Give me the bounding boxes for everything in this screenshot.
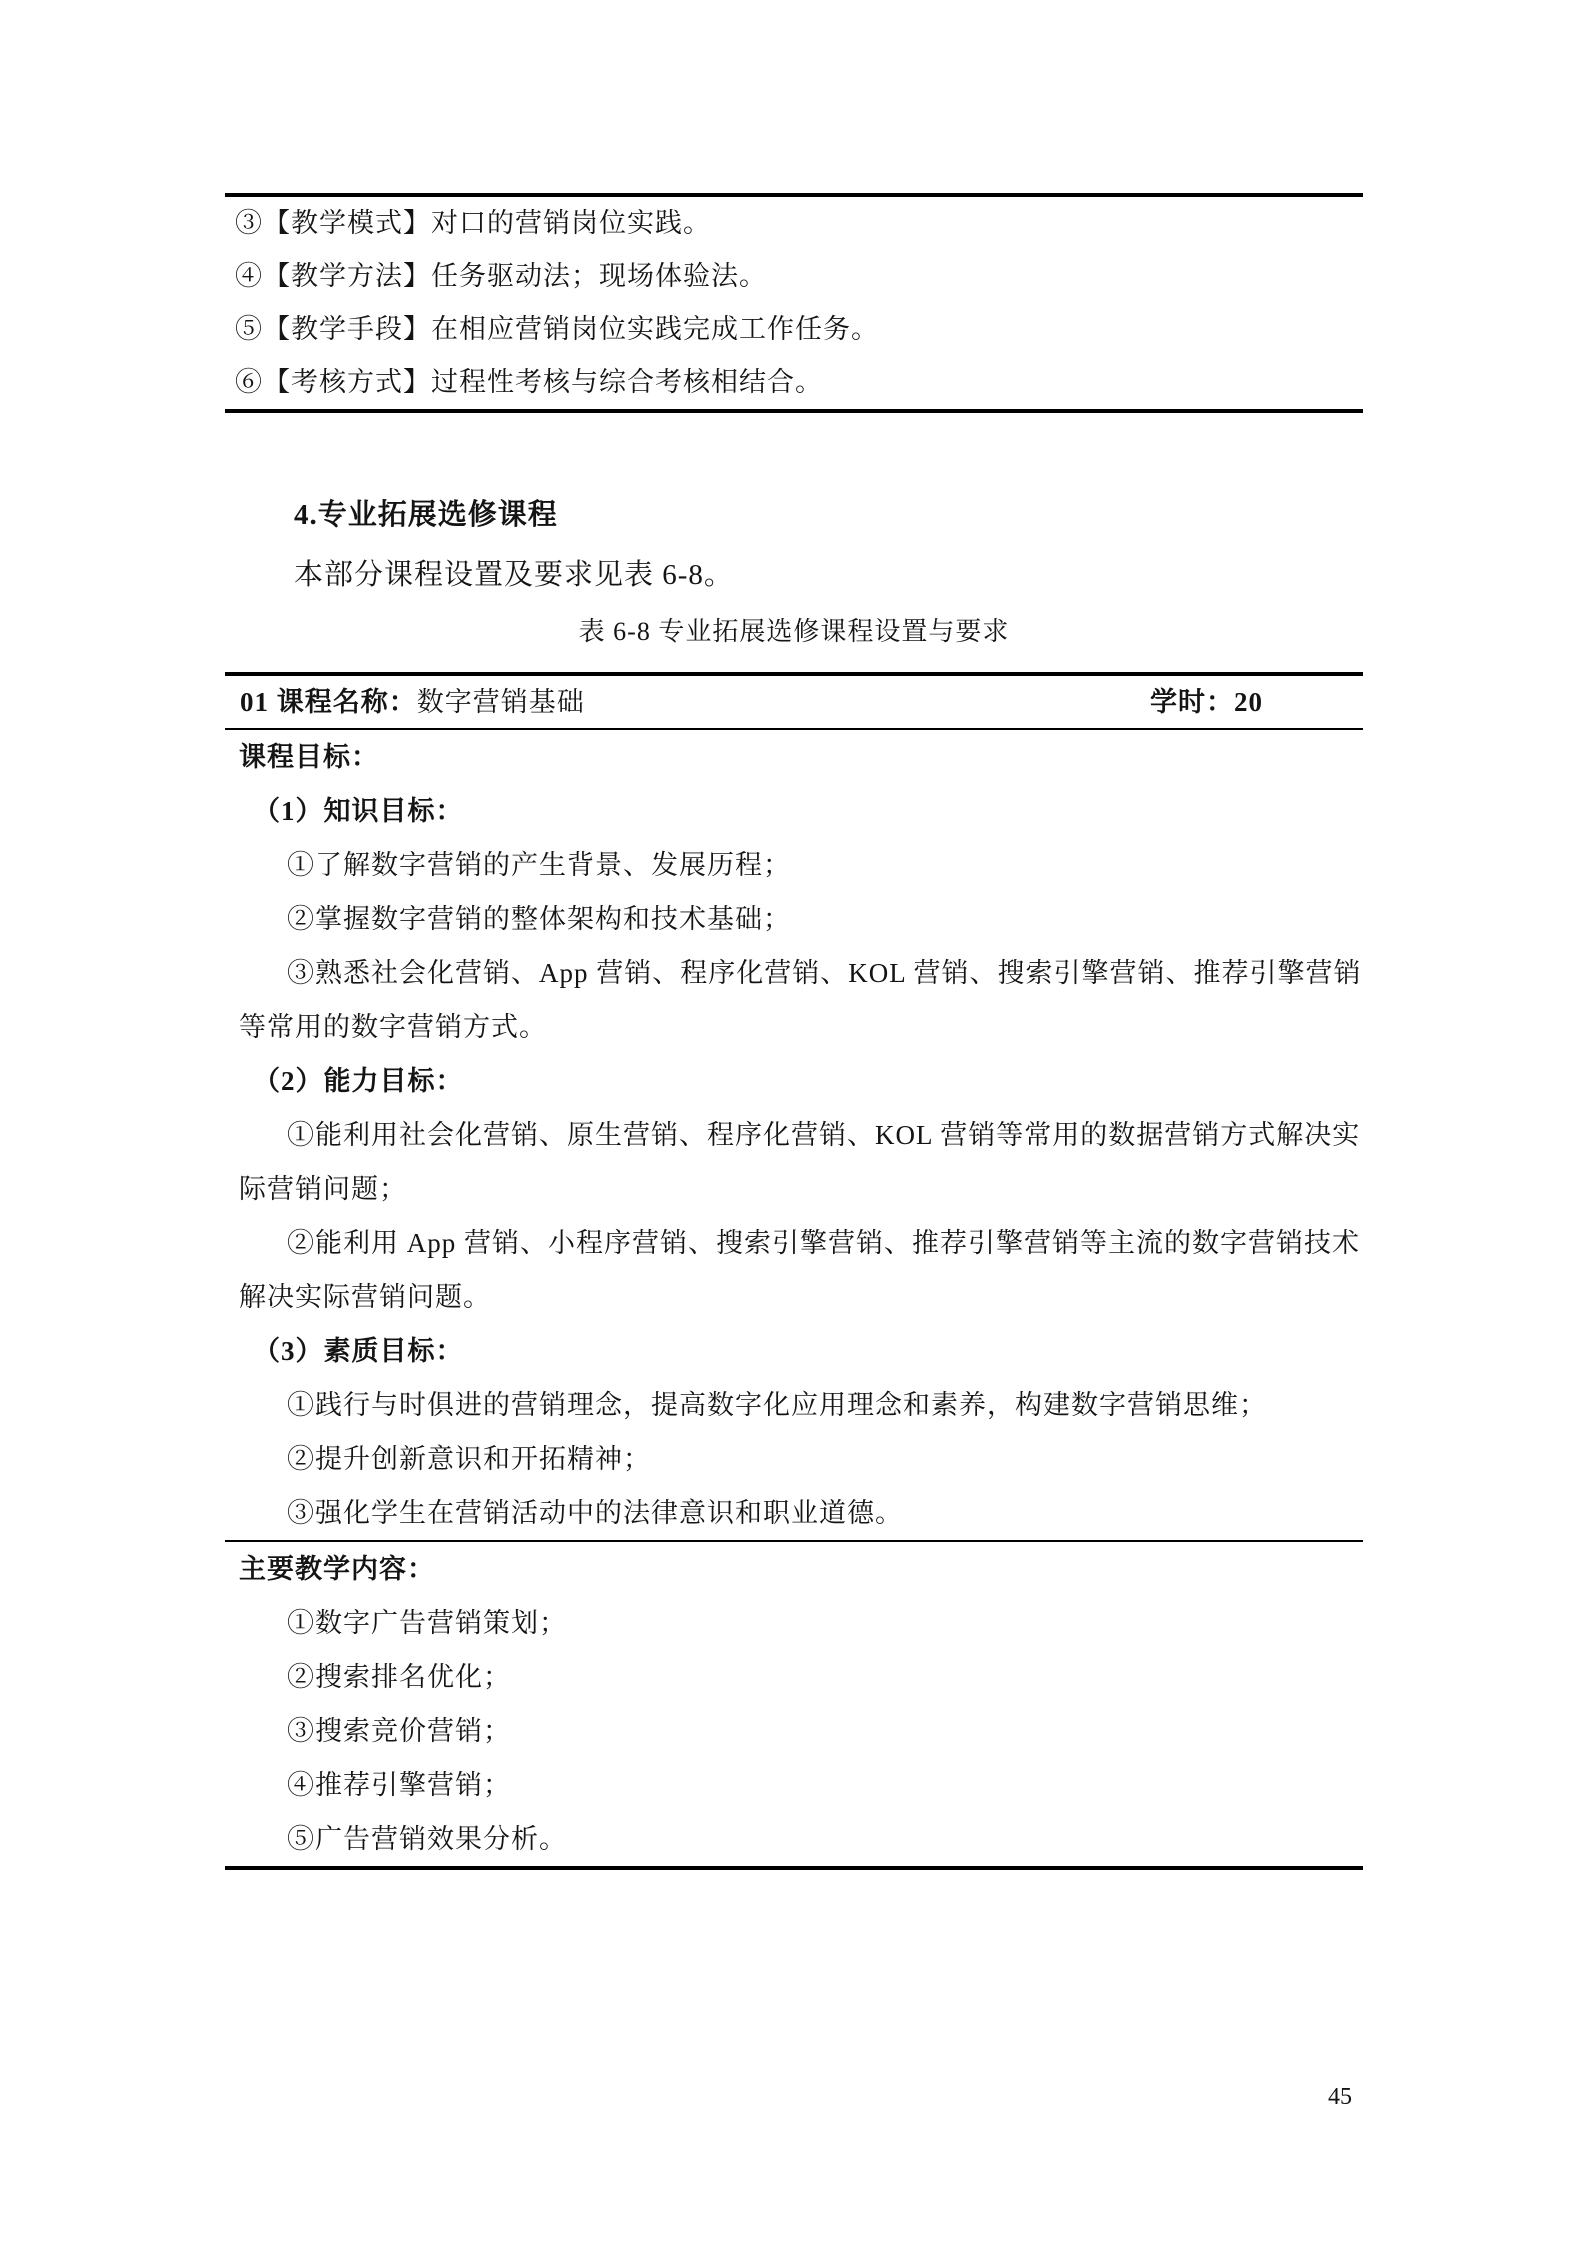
knowledge-objective-line: ①了解数字营销的产生背景、发展历程； [287,850,791,880]
course-table-bottom-rule [225,1866,1363,1870]
course-name-value: 数字营销基础 [416,687,585,717]
knowledge-objective-line: 等常用的数字营销方式。 [239,1012,547,1042]
teaching-content-line: ⑤广告营销效果分析。 [287,1824,567,1854]
assessment-line: ⑥【考核方式】过程性考核与综合考核相结合。 [235,367,823,397]
quality-objective-line: ②提升创新意识和开拓精神； [287,1444,651,1474]
table-caption: 表 6-8 专业拓展选修课程设置与要求 [578,617,1010,646]
ability-objective-line: ①能利用社会化营销、原生营销、程序化营销、KOL 营销等常用的数据营销方式解决实 [287,1120,1361,1150]
ability-objective-line: ②能利用 App 营销、小程序营销、搜索引擎营销、推荐引擎营销等主流的数字营销技术 [287,1228,1360,1258]
course-objectives-cell [225,730,1363,1540]
page-number: 45 [1328,2084,1352,2110]
quality-objective-line: ③强化学生在营销活动中的法律意识和职业道德。 [287,1498,903,1528]
course-name-label: 01 课程名称： [240,687,417,717]
hours-value: 20 [1234,687,1263,717]
knowledge-objective-line: ③熟悉社会化营销、App 营销、程序化营销、KOL 营销、搜索引擎营销、推荐引擎营销 [287,958,1362,988]
table-bottom-rule [225,409,1363,413]
ability-objectives-title: （2）能力目标： [253,1066,464,1096]
teaching-content-line: ③搜索竞价营销； [287,1716,511,1746]
knowledge-objective-line: ②掌握数字营销的整体架构和技术基础； [287,904,791,934]
course-table [225,672,1363,1870]
teaching-means-line: ⑤【教学手段】在相应营销岗位实践完成工作任务。 [235,314,879,344]
teaching-content-line: ④推荐引擎营销； [287,1770,511,1800]
ability-objective-line: 际营销问题； [239,1174,407,1204]
objectives-title: 课程目标： [239,742,379,772]
course-header-row [225,676,1363,728]
previous-course-table-continuation [225,193,1363,413]
teaching-content-title: 主要教学内容： [239,1554,435,1584]
teaching-content-line: ②搜索排名优化； [287,1662,511,1692]
hours-label: 学时： [1150,687,1234,717]
teaching-method-line: ④【教学方法】任务驱动法；现场体验法。 [235,261,767,291]
ability-objective-line: 解决实际营销问题。 [239,1282,491,1312]
teaching-content-line: ①数字广告营销策划； [287,1608,567,1638]
section-heading: 4.专业拓展选修课程 [294,499,558,531]
quality-objective-line: ①践行与时俱进的营销理念，提高数字化应用理念和素养，构建数字营销思维； [287,1390,1267,1420]
previous-course-rows [225,197,1363,409]
quality-objectives-title: （3）素质目标： [253,1336,464,1366]
course-hours [1150,676,1263,728]
section-intro: 本部分课程设置及要求见表 6-8。 [294,559,734,591]
knowledge-objectives-title: （1）知识目标： [253,796,464,826]
teaching-mode-line: ③【教学模式】对口的营销岗位实践。 [235,208,711,238]
teaching-content-cell [225,1542,1363,1866]
